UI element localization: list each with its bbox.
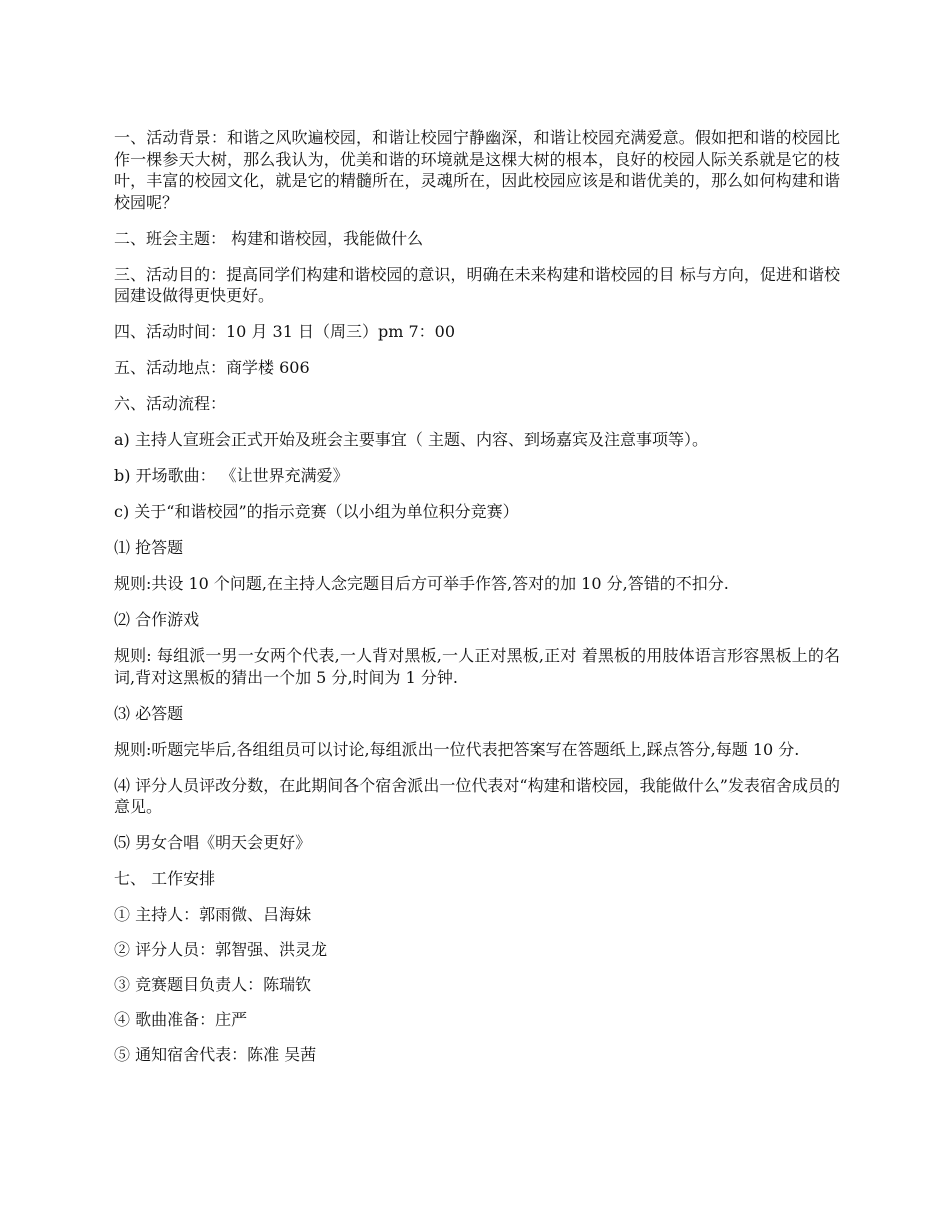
paragraph-item-4: ⑷ 评分人员评改分数，在此期间各个宿舍派出一位代表对“构建和谐校园，我能做什么”发表宿舍成员的意见。 (114, 775, 840, 816)
paragraph-arrangement-4: ④ 歌曲准备：庄严 (114, 1010, 248, 1029)
paragraph-rule-3: 规则:听题完毕后,各组组员可以讨论,每组派出一位代表把答案写在答题纸上,踩点答分,每题 10 分. (114, 739, 800, 759)
paragraph-process-c: c) 关于“和谐校园”的指示竞赛（以小组为单位积分竞赛） (114, 502, 519, 521)
paragraph-rule-2: 规则: 每组派一男一女两个代表,一人背对黑板,一人正对黑板,正对 着黑板的用肢体语言形容黑板上的名词,背对这黑板的猜出一个加 5 分,时间为 1 分钟. (114, 646, 840, 687)
paragraph-process-heading: 六、活动流程： (114, 394, 227, 413)
paragraph-arrangement-1: ① 主持人：郭雨微、吕海妹 (114, 905, 312, 924)
paragraph-purpose: 三、活动目的：提高同学们构建和谐校园的意识，明确在未来构建和谐校园的目 标与方向，促进和谐校园建设做得更快更好。 (114, 264, 840, 305)
paragraph-arrangement-heading: 七、 工作安排 (114, 869, 216, 888)
paragraph-process-a: a) 主持人宣班会正式开始及班会主要事宜（ 主题、内容、到场嘉宾及注意事项等）。 (114, 430, 708, 449)
paragraph-item-3: ⑶ 必答题 (114, 703, 184, 723)
paragraph-location: 五、活动地点：商学楼 606 (114, 358, 310, 377)
paragraph-item-2: ⑵ 合作游戏 (114, 610, 200, 629)
document-body (114, 127, 840, 1079)
paragraph-background: 一、活动背景：和谐之风吹遍校园，和谐让校园宁静幽深，和谐让校园充满爱意。假如把和谐的校园比作一棵参天大树，那么我认为，优美和谐的环境就是这棵大树的根本，良好的校园人际关系就是它的枝叶，丰富的校园文化，就是它的精髓所在，灵魂所在，因此校园应该是和谐优美的，那么如何构建和谐校园呢？ (114, 128, 840, 212)
paragraph-process-b: b) 开场歌曲： 《让世界充满爱》 (114, 466, 349, 485)
paragraph-theme: 二、班会主题： 构建和谐校园，我能做什么 (114, 228, 424, 248)
paragraph-item-1: ⑴ 抢答题 (114, 538, 184, 557)
paragraph-arrangement-5: ⑤ 通知宿舍代表：陈准 吴茜 (114, 1045, 317, 1064)
paragraph-arrangement-3: ③ 竞赛题目负责人：陈瑞钦 (114, 975, 312, 994)
paragraph-arrangement-2: ② 评分人员：郭智强、洪灵龙 (114, 940, 328, 959)
paragraph-rule-1: 规则:共设 10 个问题,在主持人念完题目后方可举手作答,答对的加 10 分,答错的不扣分. (114, 574, 729, 593)
paragraph-item-5: ⑸ 男女合唱《明天会更好》 (114, 833, 312, 852)
paragraph-time: 四、活动时间：10 月 31 日（周三）pm 7：00 (114, 322, 456, 341)
